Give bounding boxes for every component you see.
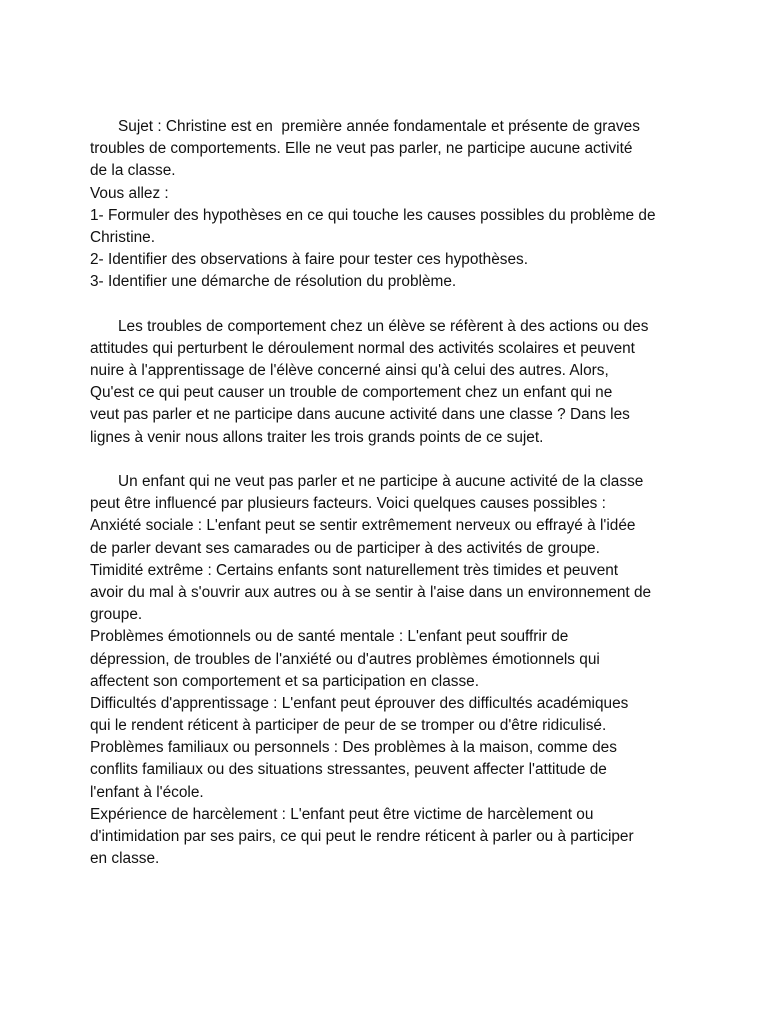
text-line: en classe. xyxy=(90,850,160,868)
text-line: attitudes qui perturbent le déroulement normal des activités scolaires et peuvent xyxy=(90,339,635,357)
text-line: 3- Identifier une démarche de résolution du problème. xyxy=(90,273,457,291)
document-body xyxy=(90,116,690,870)
text-line: Problèmes familiaux ou personnels : Des problèmes à la maison, comme des xyxy=(90,739,617,757)
text-line: Timidité extrême : Certains enfants sont naturellement très timides et peuvent xyxy=(90,561,619,579)
text-line: affectent son comportement et sa participation en classe. xyxy=(90,672,479,690)
text-line: d'intimidation par ses pairs, ce qui peut le rendre réticent à parler ou à participer xyxy=(90,828,634,845)
text-line: 2- Identifier des observations à faire pour tester ces hypothèses. xyxy=(90,251,529,269)
text-line: Difficultés d'apprentissage : L'enfant peut éprouver des difficultés académiques xyxy=(90,694,629,712)
text-line: de la classe. xyxy=(90,162,176,180)
text-line: conflits familiaux ou des situations stressantes, peuvent affecter l'attitude de xyxy=(90,761,607,779)
text-line: qui le rendent réticent à participer de peur de se tromper ou d'être ridiculisé. xyxy=(90,717,607,735)
text-line: groupe. xyxy=(90,606,143,624)
text-line: Qu'est ce qui peut causer un trouble de comportement chez un enfant qui ne xyxy=(90,384,613,402)
text-line: peut être influencé par plusieurs facteurs. Voici quelques causes possibles : xyxy=(90,495,606,513)
text-line: Anxiété sociale : L'enfant peut se sentir extrêmement nerveux ou effrayé à l'idée xyxy=(90,517,636,535)
paragraph-first-line: Sujet : Christine est en première année fondamentale et présente de graves xyxy=(118,118,640,135)
text-line: Christine. xyxy=(90,228,156,246)
text-line: 1- Formuler des hypothèses en ce qui touche les causes possibles du problème de xyxy=(90,206,656,224)
text-line: dépression, de troubles de l'anxiété ou d'autres problèmes émotionnels qui xyxy=(90,650,600,668)
text-line: avoir du mal à s'ouvrir aux autres ou à se sentir à l'aise dans un environnement de xyxy=(90,583,652,601)
text-line: veut pas parler et ne participe dans aucune activité dans une classe ? Dans les xyxy=(90,406,630,424)
text-line: Expérience de harcèlement : L'enfant peut être victime de harcèlement ou xyxy=(90,805,594,823)
blank-line xyxy=(90,449,690,471)
blank-line xyxy=(90,294,690,316)
text-line: de parler devant ses camarades ou de participer à des activités de groupe. xyxy=(90,539,600,557)
text-line: l'enfant à l'école. xyxy=(90,783,204,801)
text-line: Vous allez : xyxy=(90,184,169,202)
text-line: nuire à l'apprentissage de l'élève concerné ainsi qu'à celui des autres. Alors, xyxy=(90,362,609,380)
text-line: Problèmes émotionnels ou de santé mentale : L'enfant peut souffrir de xyxy=(90,628,569,646)
paragraph-first-line: Un enfant qui ne veut pas parler et ne participe à aucune activité de la classe xyxy=(118,473,644,490)
text-line: troubles de comportements. Elle ne veut pas parler, ne participe aucune activité xyxy=(90,140,633,158)
paragraph-first-line: Les troubles de comportement chez un élève se réfèrent à des actions ou des xyxy=(118,317,649,335)
text-line: lignes à venir nous allons traiter les trois grands points de ce sujet. xyxy=(90,428,544,446)
